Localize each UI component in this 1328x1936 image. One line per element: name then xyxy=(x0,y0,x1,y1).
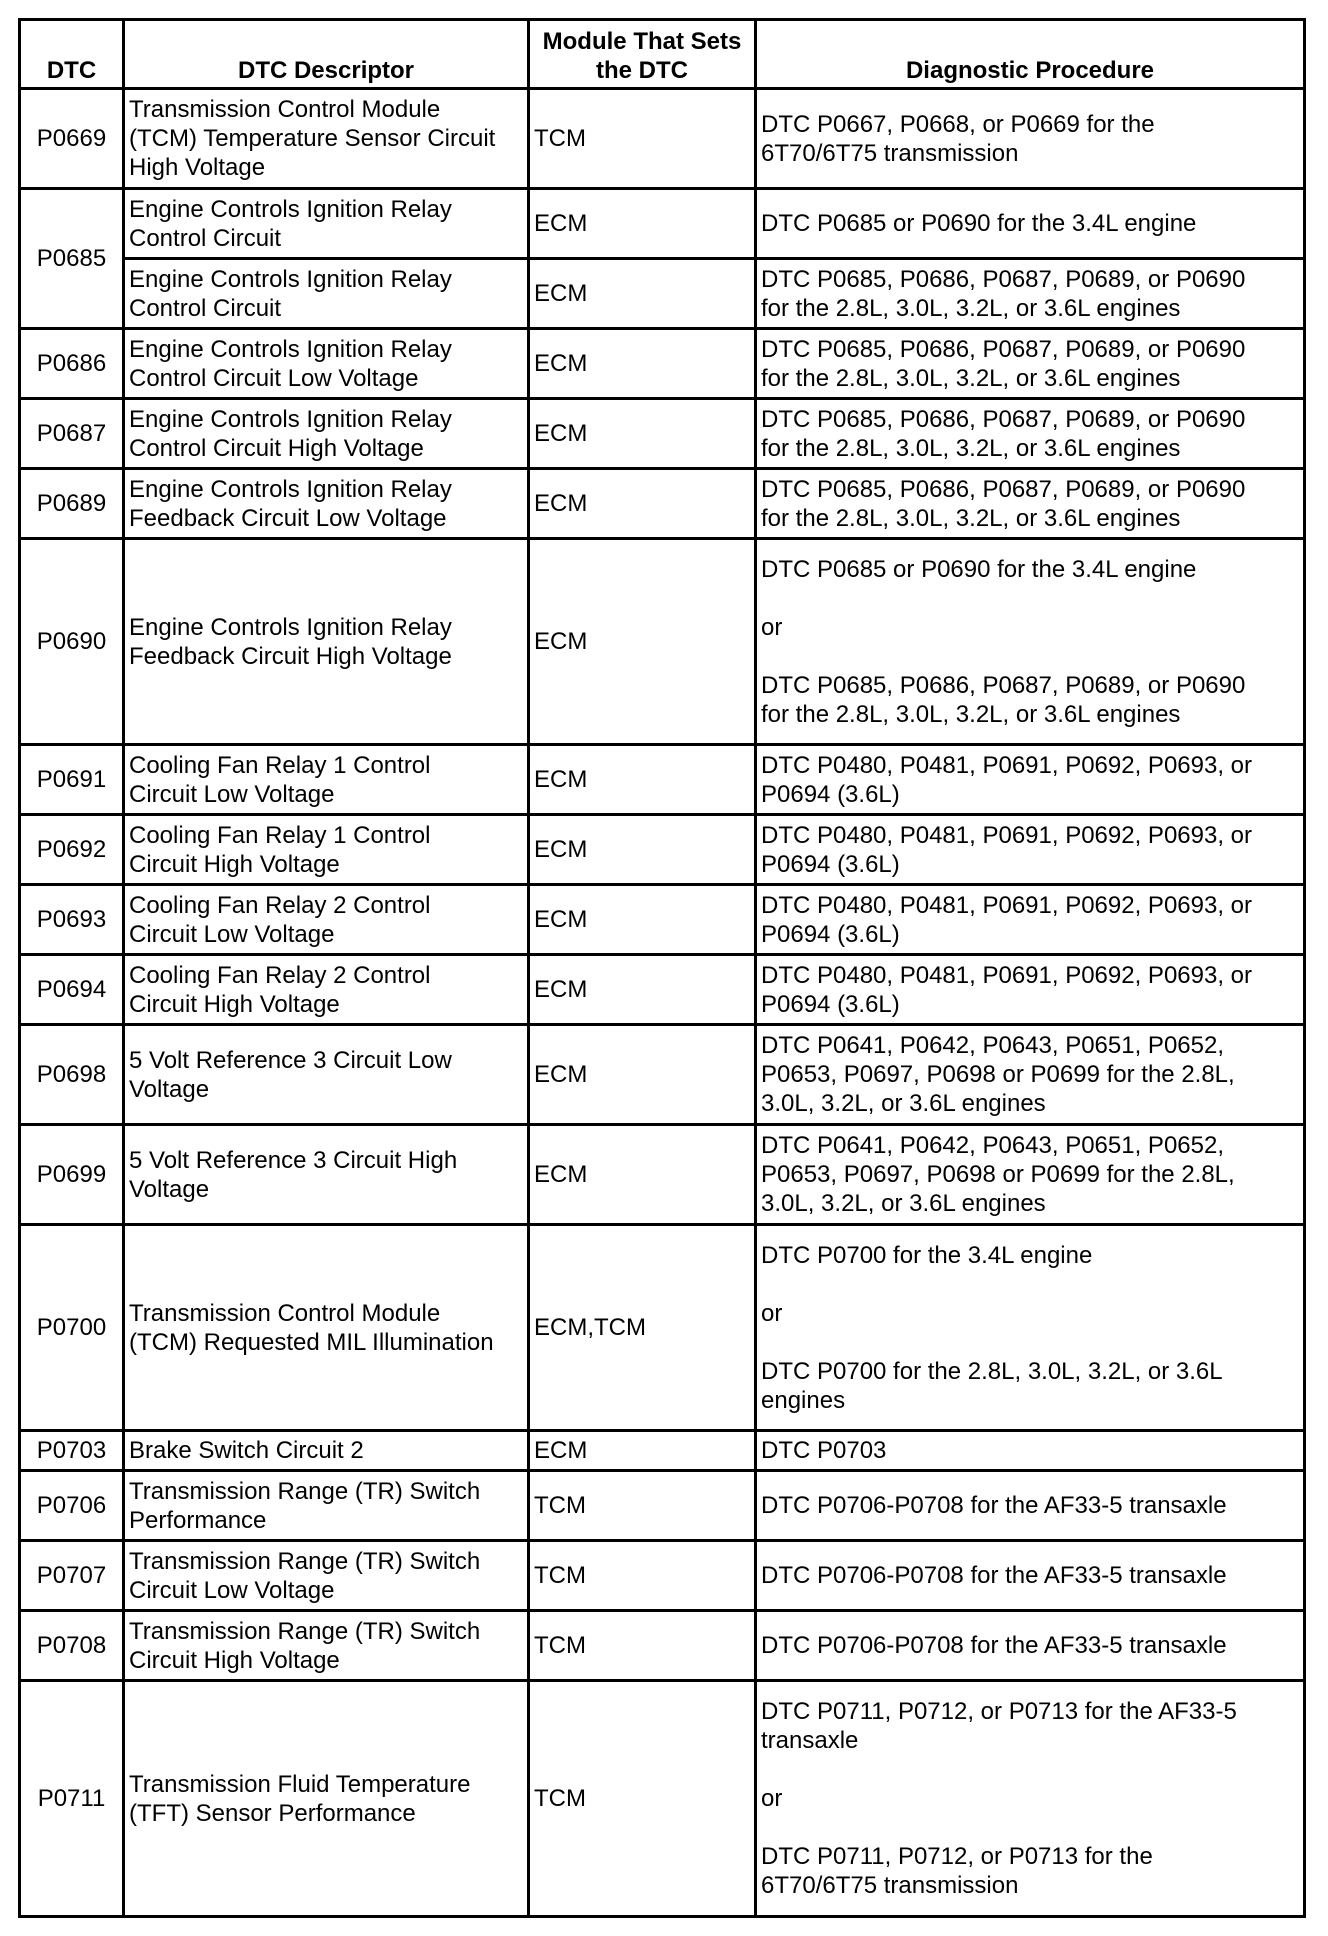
cell-line: Transmission Range (TR) Switch xyxy=(129,1477,481,1505)
cell-line: DTC P0685, P0686, P0687, P0689, or P0690 xyxy=(761,405,1246,433)
cell-line: (TCM) Requested MIL Illumination xyxy=(129,1328,494,1356)
dtc-descriptor-cell xyxy=(124,539,529,745)
diagnostic-procedure-cell xyxy=(756,1431,1305,1471)
diagnostic-procedure-cell xyxy=(756,815,1305,885)
cell-line: for the 2.8L, 3.0L, 3.2L, or 3.6L engines xyxy=(761,700,1181,728)
cell-line: or xyxy=(761,1299,783,1327)
cell-line: or xyxy=(761,613,783,641)
cell-line: DTC P0685 or P0690 for the 3.4L engine xyxy=(761,555,1197,583)
dtc-code-cell: P0708 xyxy=(20,1611,124,1681)
diagnostic-procedure-cell xyxy=(756,1471,1305,1541)
table-row xyxy=(20,1471,1305,1541)
cell-line: Voltage xyxy=(129,1075,210,1103)
cell-line: Voltage xyxy=(129,1175,210,1203)
module-cell: TCM xyxy=(529,1611,756,1681)
table-row xyxy=(20,1681,1305,1917)
cell-line: Circuit High Voltage xyxy=(129,1646,340,1674)
dtc-descriptor-cell xyxy=(124,189,529,259)
dtc-descriptor-cell xyxy=(124,329,529,399)
diagnostic-procedure-cell xyxy=(756,1681,1305,1917)
module-cell: ECM xyxy=(529,259,756,329)
cell-line: 5 Volt Reference 3 Circuit Low xyxy=(129,1046,452,1074)
cell-line: Circuit Low Voltage xyxy=(129,920,335,948)
module-cell: TCM xyxy=(529,1541,756,1611)
cell-line: Cooling Fan Relay 1 Control xyxy=(129,751,431,779)
cell-line: Transmission Control Module xyxy=(129,96,441,123)
module-cell: ECM xyxy=(529,1431,756,1471)
module-cell: ECM xyxy=(529,329,756,399)
module-cell: ECM,TCM xyxy=(529,1225,756,1431)
cell-line: for the 2.8L, 3.0L, 3.2L, or 3.6L engines xyxy=(761,434,1181,462)
cell-line: DTC P0700 for the 3.4L engine xyxy=(761,1241,1093,1269)
cell-line: P0694 (3.6L) xyxy=(761,780,900,808)
paragraph-gap xyxy=(761,1813,1299,1842)
dtc-descriptor-cell xyxy=(124,885,529,955)
module-cell: TCM xyxy=(529,1681,756,1917)
cell-line: for the 2.8L, 3.0L, 3.2L, or 3.6L engines xyxy=(761,294,1181,322)
dtc-code-cell: P0703 xyxy=(20,1431,124,1471)
cell-line: DTC P0703 xyxy=(761,1437,887,1464)
cell-line: Performance xyxy=(129,1506,267,1534)
cell-line: Control Circuit xyxy=(129,224,282,252)
diagnostic-procedure-cell xyxy=(756,745,1305,815)
cell-line: P0653, P0697, P0698 or P0699 for the 2.8L, xyxy=(761,1161,1235,1188)
table-row xyxy=(20,1225,1305,1431)
dtc-code-cell: P0689 xyxy=(20,469,124,539)
paragraph-gap xyxy=(761,1270,1299,1299)
cell-line: for the 2.8L, 3.0L, 3.2L, or 3.6L engines xyxy=(761,364,1181,392)
cell-line: Circuit High Voltage xyxy=(129,850,340,878)
dtc-code-cell: P0691 xyxy=(20,745,124,815)
diagnostic-procedure-cell xyxy=(756,399,1305,469)
cell-line: DTC P0480, P0481, P0691, P0692, P0693, or xyxy=(761,891,1253,919)
dtc-descriptor-cell xyxy=(124,955,529,1025)
paragraph-gap xyxy=(761,642,1299,671)
cell-line: DTC P0641, P0642, P0643, P0651, P0652, xyxy=(761,1032,1224,1059)
diagnostic-procedure-cell xyxy=(756,1225,1305,1431)
cell-line: P0694 (3.6L) xyxy=(761,990,900,1018)
diagnostic-procedure-cell xyxy=(756,955,1305,1025)
cell-line: DTC P0685, P0686, P0687, P0689, or P0690 xyxy=(761,671,1246,699)
header-row xyxy=(20,20,1305,89)
diagnostic-procedure-cell xyxy=(756,469,1305,539)
cell-line: Brake Switch Circuit 2 xyxy=(129,1437,364,1464)
module-cell: ECM xyxy=(529,885,756,955)
dtc-code-cell: P0707 xyxy=(20,1541,124,1611)
cell-line: P0694 (3.6L) xyxy=(761,850,900,878)
dtc-code-cell: P0693 xyxy=(20,885,124,955)
dtc-code-cell: P0694 xyxy=(20,955,124,1025)
table-row xyxy=(20,89,1305,189)
dtc-descriptor-cell xyxy=(124,745,529,815)
cell-line: engines xyxy=(761,1386,846,1414)
table-row xyxy=(20,1611,1305,1681)
header-diagnostic-procedure: Diagnostic Procedure xyxy=(756,20,1305,89)
table-row xyxy=(20,539,1305,745)
cell-line: Circuit High Voltage xyxy=(129,990,340,1018)
cell-line: 6T70/6T75 transmission xyxy=(761,139,1019,167)
cell-line: DTC P0706-P0708 for the AF33-5 transaxle xyxy=(761,1562,1227,1589)
cell-line: Engine Controls Ignition Relay xyxy=(129,265,452,293)
dtc-descriptor-cell xyxy=(124,1611,529,1681)
cell-line: for the 2.8L, 3.0L, 3.2L, or 3.6L engines xyxy=(761,504,1181,532)
dtc-descriptor-cell xyxy=(124,1471,529,1541)
cell-line: Feedback Circuit Low Voltage xyxy=(129,504,447,532)
cell-line: Feedback Circuit High Voltage xyxy=(129,642,452,670)
dtc-code-cell: P0669 xyxy=(20,89,124,189)
cell-line: DTC P0641, P0642, P0643, P0651, P0652, xyxy=(761,1132,1224,1159)
table-row xyxy=(20,259,1305,329)
module-cell: ECM xyxy=(529,955,756,1025)
module-cell: TCM xyxy=(529,1471,756,1541)
cell-line: (TFT) Sensor Performance xyxy=(129,1799,416,1827)
dtc-table xyxy=(18,18,1306,1918)
cell-line: DTC P0685 or P0690 for the 3.4L engine xyxy=(761,210,1197,237)
paragraph-gap xyxy=(761,1328,1299,1357)
cell-line: High Voltage xyxy=(129,154,266,181)
header-dtc: DTC xyxy=(20,20,124,89)
dtc-code-cell: P0692 xyxy=(20,815,124,885)
diagnostic-procedure-cell xyxy=(756,89,1305,189)
cell-line: DTC P0685, P0686, P0687, P0689, or P0690 xyxy=(761,335,1246,363)
dtc-code-cell: P0690 xyxy=(20,539,124,745)
cell-line: DTC P0667, P0668, or P0669 for the xyxy=(761,110,1155,138)
diagnostic-procedure-cell xyxy=(756,259,1305,329)
dtc-descriptor-cell xyxy=(124,1225,529,1431)
dtc-descriptor-cell xyxy=(124,1681,529,1917)
cell-line: Engine Controls Ignition Relay xyxy=(129,475,452,503)
cell-line: DTC P0711, P0712, or P0713 for the xyxy=(761,1843,1153,1870)
module-cell: ECM xyxy=(529,745,756,815)
cell-line: Transmission Fluid Temperature xyxy=(129,1770,471,1798)
cell-line: Control Circuit High Voltage xyxy=(129,434,424,462)
module-cell: ECM xyxy=(529,1125,756,1225)
diagnostic-procedure-cell xyxy=(756,1125,1305,1225)
cell-line: Engine Controls Ignition Relay xyxy=(129,613,452,641)
cell-line: Transmission Range (TR) Switch xyxy=(129,1617,481,1645)
table-row xyxy=(20,815,1305,885)
table-body xyxy=(20,89,1305,1917)
dtc-descriptor-cell xyxy=(124,1541,529,1611)
table-row xyxy=(20,329,1305,399)
cell-line: P0653, P0697, P0698 or P0699 for the 2.8L, xyxy=(761,1061,1235,1088)
cell-line: DTC P0711, P0712, or P0713 for the AF33-5 xyxy=(761,1698,1237,1725)
header-module: Module That Sets the DTC xyxy=(529,20,756,89)
module-cell: ECM xyxy=(529,399,756,469)
paragraph-gap xyxy=(761,1755,1299,1784)
dtc-descriptor-cell xyxy=(124,399,529,469)
cell-line: Circuit Low Voltage xyxy=(129,1576,335,1604)
dtc-code-cell: P0698 xyxy=(20,1025,124,1125)
table-row xyxy=(20,1125,1305,1225)
diagnostic-procedure-cell xyxy=(756,539,1305,745)
cell-line: Transmission Control Module xyxy=(129,1299,441,1327)
paragraph-gap xyxy=(761,584,1299,613)
cell-line: or xyxy=(761,1785,783,1812)
dtc-descriptor-cell xyxy=(124,815,529,885)
cell-line: DTC P0480, P0481, P0691, P0692, P0693, or xyxy=(761,961,1253,989)
cell-line: Engine Controls Ignition Relay xyxy=(129,405,452,433)
cell-line: Transmission Range (TR) Switch xyxy=(129,1547,481,1575)
cell-line: DTC P0685, P0686, P0687, P0689, or P0690 xyxy=(761,265,1246,293)
cell-line: Engine Controls Ignition Relay xyxy=(129,335,452,363)
cell-line: Control Circuit Low Voltage xyxy=(129,364,419,392)
header-dtc-descriptor: DTC Descriptor xyxy=(124,20,529,89)
cell-line: DTC P0706-P0708 for the AF33-5 transaxle xyxy=(761,1632,1227,1659)
module-cell: ECM xyxy=(529,1025,756,1125)
table-row xyxy=(20,1431,1305,1471)
dtc-code-cell: P0687 xyxy=(20,399,124,469)
cell-line: DTC P0685, P0686, P0687, P0689, or P0690 xyxy=(761,475,1246,503)
dtc-code-cell: P0700 xyxy=(20,1225,124,1431)
cell-line: Cooling Fan Relay 1 Control xyxy=(129,821,431,849)
table-row xyxy=(20,469,1305,539)
cell-line: DTC P0480, P0481, P0691, P0692, P0693, or xyxy=(761,821,1253,849)
dtc-descriptor-cell xyxy=(124,259,529,329)
cell-line: DTC P0700 for the 2.8L, 3.0L, 3.2L, or 3.6L xyxy=(761,1357,1223,1385)
diagnostic-procedure-cell xyxy=(756,329,1305,399)
table-row xyxy=(20,955,1305,1025)
dtc-descriptor-cell xyxy=(124,1125,529,1225)
diagnostic-procedure-cell xyxy=(756,1025,1305,1125)
cell-line: Circuit Low Voltage xyxy=(129,780,335,808)
dtc-document xyxy=(18,18,1303,1918)
module-cell: ECM xyxy=(529,469,756,539)
diagnostic-procedure-cell xyxy=(756,1541,1305,1611)
diagnostic-procedure-cell xyxy=(756,885,1305,955)
dtc-code-cell: P0685 xyxy=(20,189,124,329)
cell-line: P0694 (3.6L) xyxy=(761,920,900,948)
table-row xyxy=(20,399,1305,469)
cell-line: DTC P0480, P0481, P0691, P0692, P0693, or xyxy=(761,751,1253,779)
table-row xyxy=(20,885,1305,955)
module-cell: ECM xyxy=(529,539,756,745)
dtc-code-cell: P0699 xyxy=(20,1125,124,1225)
dtc-descriptor-cell xyxy=(124,1025,529,1125)
module-cell: TCM xyxy=(529,89,756,189)
dtc-descriptor-cell xyxy=(124,1431,529,1471)
cell-line: Cooling Fan Relay 2 Control xyxy=(129,961,431,989)
table-row xyxy=(20,1541,1305,1611)
cell-line: (TCM) Temperature Sensor Circuit xyxy=(129,125,496,152)
cell-line: Control Circuit xyxy=(129,294,282,322)
table-row xyxy=(20,1025,1305,1125)
dtc-code-cell: P0706 xyxy=(20,1471,124,1541)
dtc-descriptor-cell xyxy=(124,469,529,539)
diagnostic-procedure-cell xyxy=(756,189,1305,259)
dtc-code-cell: P0711 xyxy=(20,1681,124,1917)
cell-line: DTC P0706-P0708 for the AF33-5 transaxle xyxy=(761,1492,1227,1519)
cell-line: 5 Volt Reference 3 Circuit High xyxy=(129,1146,458,1174)
cell-line: transaxle xyxy=(761,1727,859,1754)
cell-line: Engine Controls Ignition Relay xyxy=(129,195,452,223)
table-row xyxy=(20,189,1305,259)
cell-line: 3.0L, 3.2L, or 3.6L engines xyxy=(761,1190,1046,1217)
module-cell: ECM xyxy=(529,815,756,885)
dtc-descriptor-cell xyxy=(124,89,529,189)
cell-line: Cooling Fan Relay 2 Control xyxy=(129,891,431,919)
module-cell: ECM xyxy=(529,189,756,259)
diagnostic-procedure-cell xyxy=(756,1611,1305,1681)
table-row xyxy=(20,745,1305,815)
dtc-code-cell: P0686 xyxy=(20,329,124,399)
cell-line: 6T70/6T75 transmission xyxy=(761,1872,1019,1899)
cell-line: 3.0L, 3.2L, or 3.6L engines xyxy=(761,1090,1046,1117)
